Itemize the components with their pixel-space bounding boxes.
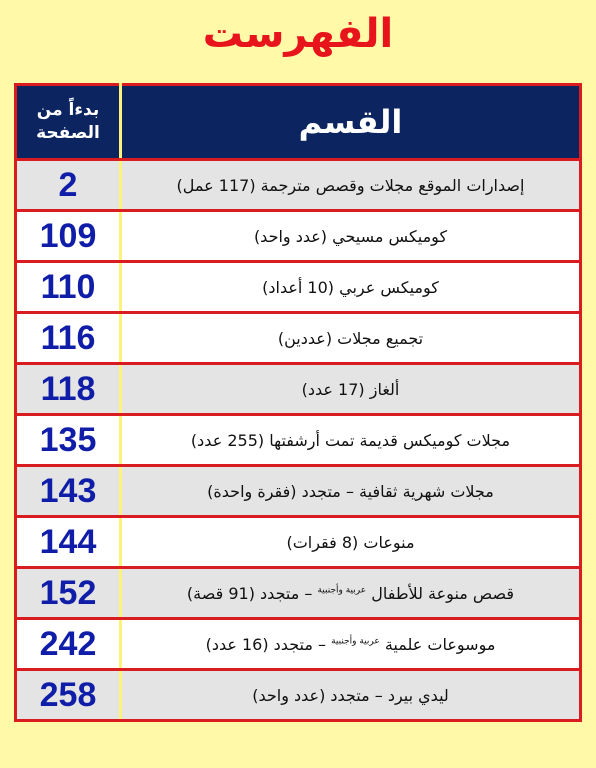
row-section: كوميكس عربي (10 أعداد) bbox=[121, 262, 581, 313]
row-section-tail: – متجدد (16 عدد) bbox=[205, 634, 327, 654]
row-section: منوعات (8 فقرات) bbox=[121, 517, 581, 568]
table-header-row bbox=[16, 85, 581, 160]
table-row bbox=[16, 568, 581, 619]
row-section: تجميع مجلات (عددين) bbox=[121, 313, 581, 364]
table-row bbox=[16, 619, 581, 670]
table-row bbox=[16, 670, 581, 721]
row-section: ألغاز (17 عدد) bbox=[121, 364, 581, 415]
row-section-main: قصص منوعة للأطفال bbox=[371, 583, 515, 603]
row-section: ليدي بيرد – متجدد (عدد واحد) bbox=[121, 670, 581, 721]
row-section-superscript: عربية وأجنبية bbox=[331, 636, 380, 647]
row-section-main: موسوعات علمية bbox=[384, 634, 496, 654]
row-section: كوميكس مسيحي (عدد واحد) bbox=[121, 211, 581, 262]
page-title: الفهرست bbox=[202, 11, 394, 57]
table-row bbox=[16, 211, 581, 262]
row-section-tail: – متجدد (91 قصة) bbox=[186, 583, 313, 603]
row-page-number: 109 bbox=[16, 211, 121, 262]
row-section bbox=[121, 568, 581, 619]
table-row bbox=[16, 415, 581, 466]
row-page-number: 135 bbox=[16, 415, 121, 466]
row-page-number: 116 bbox=[16, 313, 121, 364]
row-page-number: 118 bbox=[16, 364, 121, 415]
header-section: القسم bbox=[121, 85, 581, 160]
row-page-number: 152 bbox=[16, 568, 121, 619]
table-row bbox=[16, 160, 581, 211]
row-page-number: 242 bbox=[16, 619, 121, 670]
row-section: مجلات كوميكس قديمة تمت أرشفتها (255 عدد) bbox=[121, 415, 581, 466]
table-row bbox=[16, 313, 581, 364]
row-page-number: 110 bbox=[16, 262, 121, 313]
table-row bbox=[16, 262, 581, 313]
row-section: مجلات شهرية ثقافية – متجدد (فقرة واحدة) bbox=[121, 466, 581, 517]
table-row bbox=[16, 466, 581, 517]
row-page-number: 258 bbox=[16, 670, 121, 721]
row-page-number: 2 bbox=[16, 160, 121, 211]
index-table bbox=[14, 83, 582, 722]
row-section: إصدارات الموقع مجلات وقصص مترجمة (117 عمل) bbox=[121, 160, 581, 211]
row-page-number: 143 bbox=[16, 466, 121, 517]
row-page-number: 144 bbox=[16, 517, 121, 568]
table-row bbox=[16, 517, 581, 568]
row-section bbox=[121, 619, 581, 670]
header-start-page: بدءاً من الصفحة bbox=[16, 85, 121, 160]
table-row bbox=[16, 364, 581, 415]
row-section-superscript: عربية وأجنبية bbox=[317, 585, 367, 596]
